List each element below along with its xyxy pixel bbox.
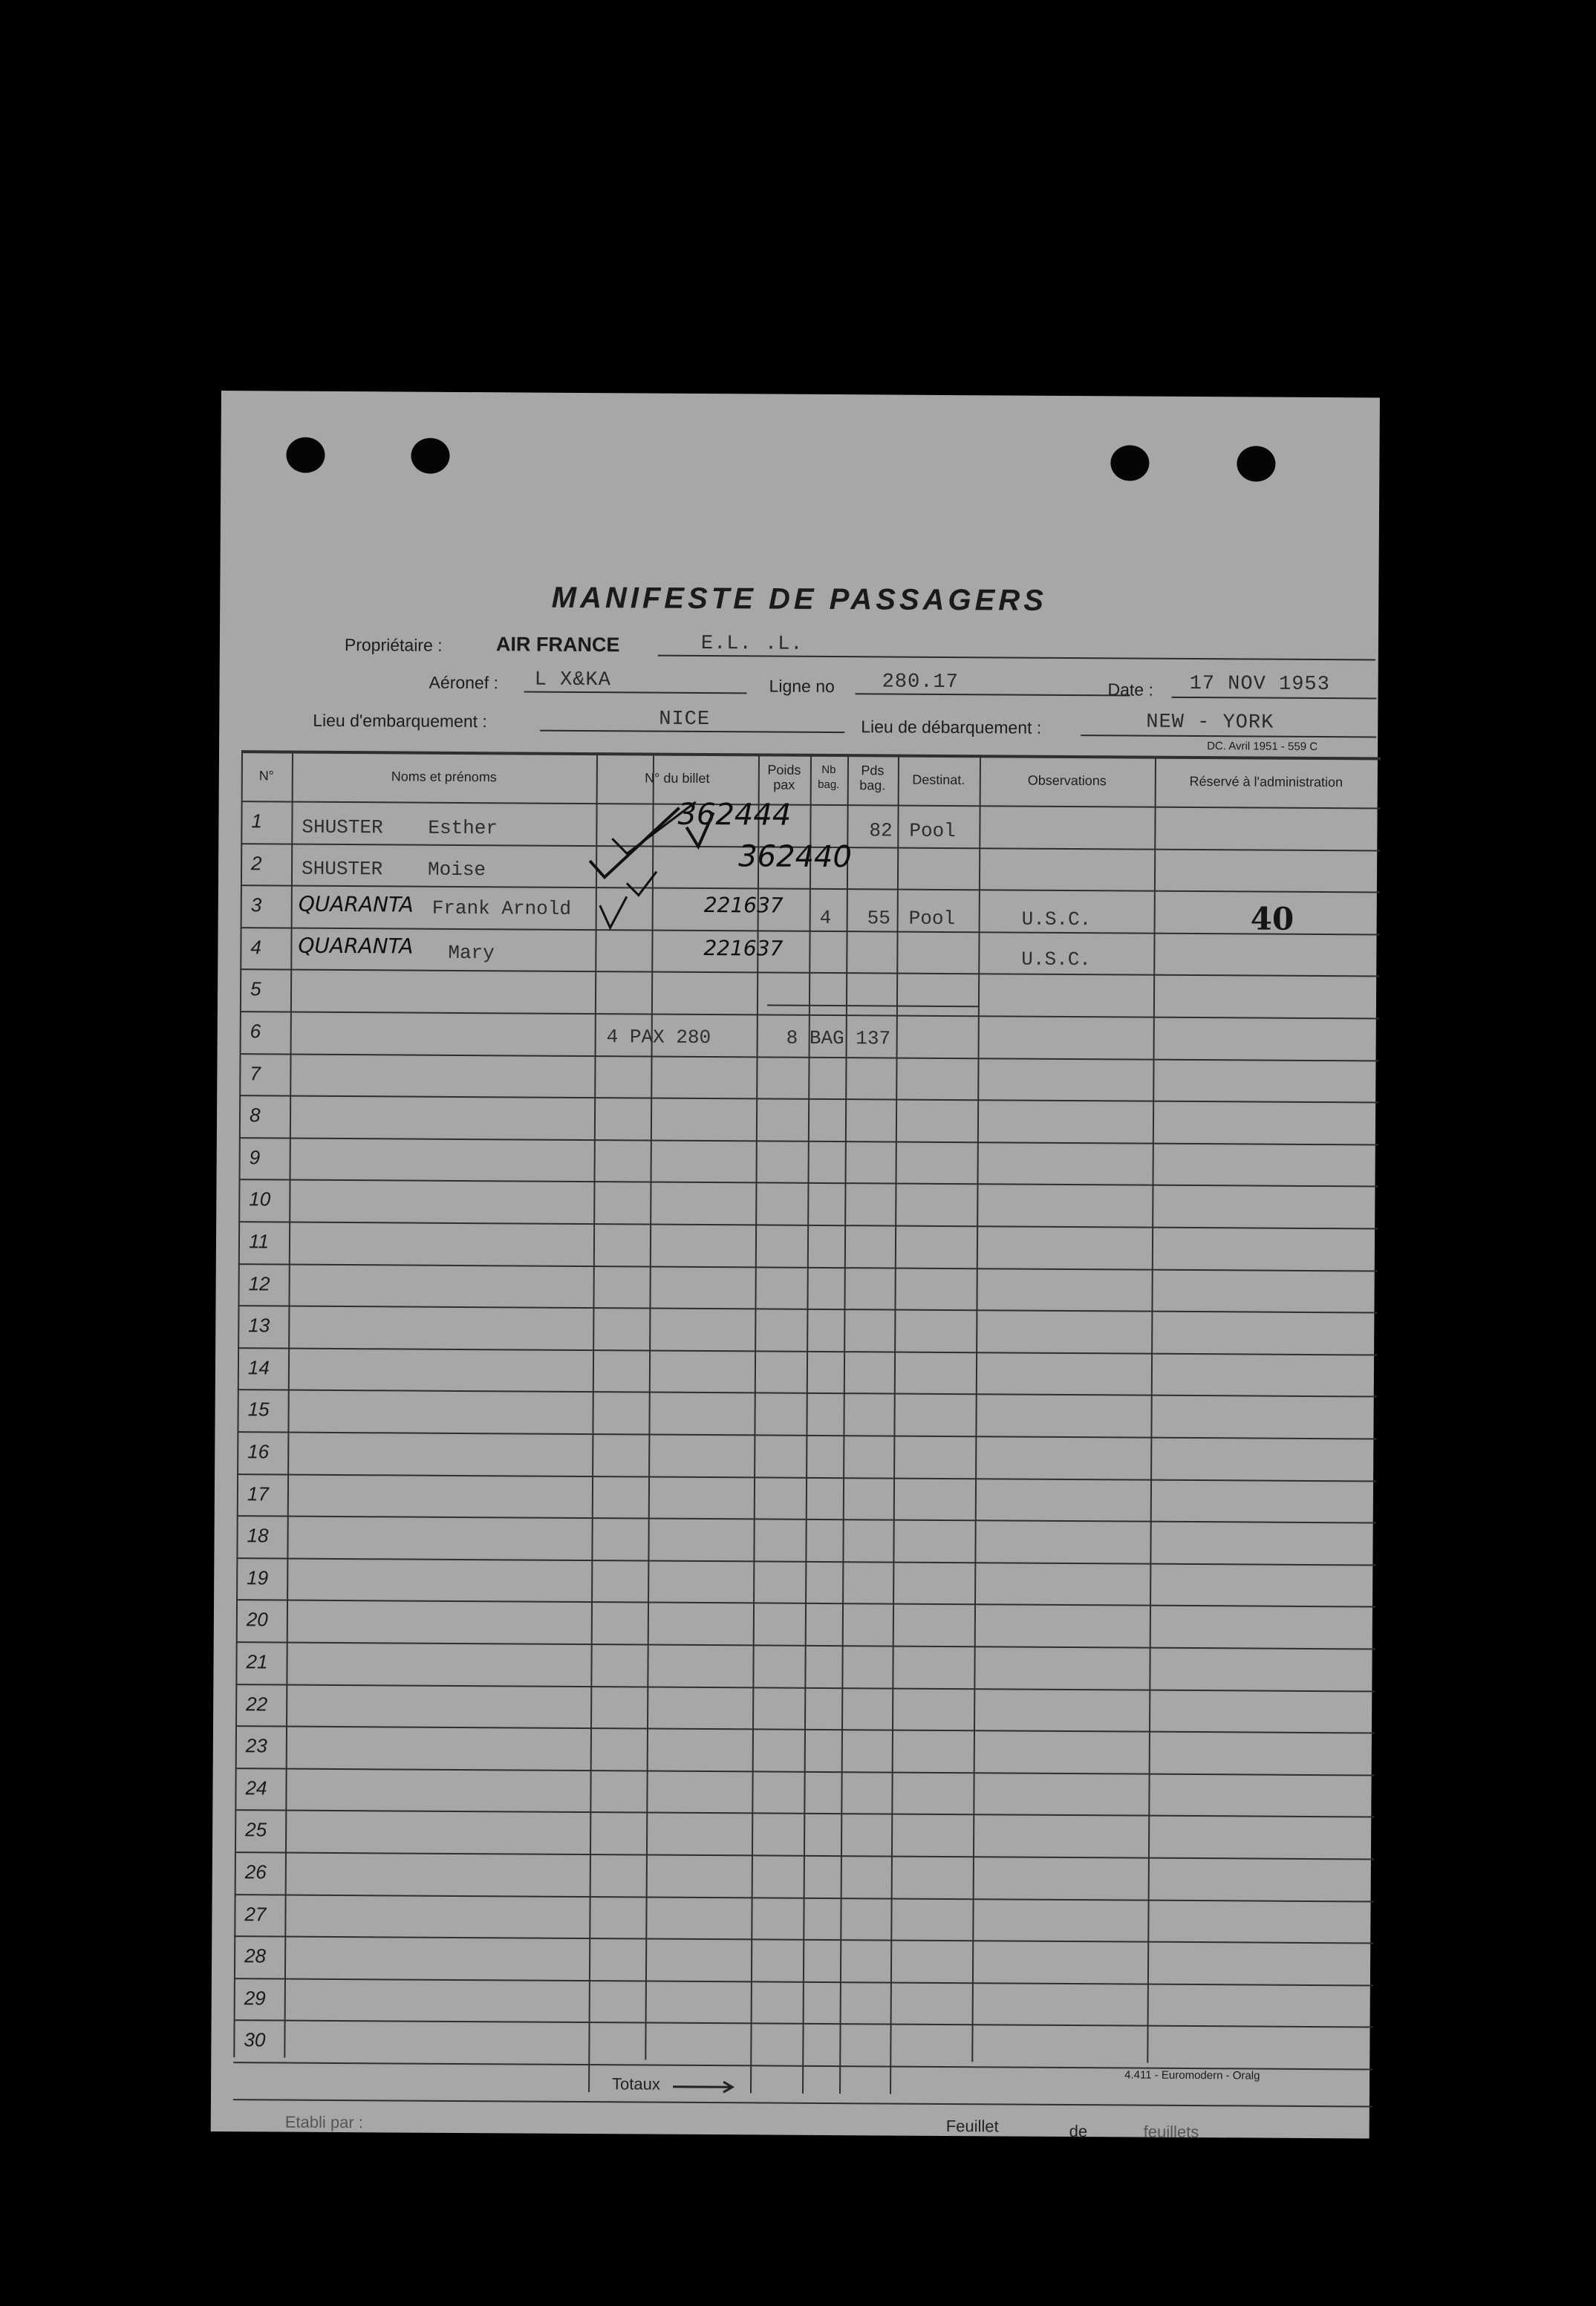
row-number: 24 (245, 1776, 267, 1799)
proprietaire-suffix: E.L. .L. (700, 632, 804, 656)
row-number: 22 (246, 1693, 268, 1716)
date-label: Date : (1107, 680, 1154, 700)
col-header-observations: Observations (1027, 772, 1107, 789)
underline (1081, 735, 1376, 737)
col-rule (890, 755, 899, 2094)
punch-hole (411, 438, 449, 474)
row-number: 30 (244, 2028, 266, 2051)
entry-observations: U.S.C. (1021, 908, 1092, 931)
underline (1171, 697, 1376, 700)
col-header-billet: N° du billet (645, 770, 710, 786)
col-header-nb-bag: Nb bag. (818, 763, 840, 792)
proprietaire-label: Propriétaire : (344, 635, 443, 655)
row-number: 17 (247, 1482, 269, 1505)
row-number: 28 (244, 1944, 267, 1967)
row-number: 25 (245, 1818, 267, 1841)
entry-destinat: Pool (909, 819, 956, 843)
col-rule (588, 752, 598, 2092)
col-header-poids-pax: Poids pax (767, 762, 801, 792)
row-number: 3 (250, 893, 262, 916)
col-header-reserve: Réservé à l'administration (1189, 773, 1343, 790)
form-reference: DC. Avril 1951 - 559 C (1207, 740, 1318, 754)
punch-hole (286, 437, 325, 473)
feuillets-label: feuillets (1143, 2122, 1199, 2142)
aeronef-label: Aéronef : (429, 672, 499, 693)
entry-pds-bag: 55 (867, 907, 890, 930)
printer-reference: 4.411 - Euromodern - Oralg (1124, 2068, 1260, 2082)
underline (856, 693, 1130, 696)
totals-bag: 8 BAG 137 (786, 1026, 891, 1050)
col-header-no: N° (258, 768, 274, 784)
embarquement-value: NICE (659, 708, 711, 732)
col-rule (645, 753, 654, 2060)
date-value: 17 NOV 1953 (1189, 672, 1330, 697)
row-number: 19 (247, 1566, 269, 1589)
de-label: de (1069, 2122, 1088, 2141)
col-header-destinat: Destinat. (912, 772, 965, 788)
underline (540, 730, 844, 734)
row-number: 1 (251, 810, 263, 833)
row-number: 9 (249, 1146, 261, 1169)
totals-underline (767, 1005, 980, 1008)
entry-ticket: 221637 (703, 892, 784, 918)
row-number: 20 (246, 1608, 268, 1631)
debarquement-value: NEW - YORK (1146, 711, 1274, 735)
col-rule (284, 751, 293, 2058)
aeronef-value: L X&KA (534, 668, 611, 692)
row-number: 18 (247, 1524, 269, 1547)
entry-observations: U.S.C. (1021, 948, 1092, 971)
entry-destinat: Pool (908, 907, 956, 931)
punch-hole (1110, 445, 1149, 481)
col-rule (1147, 756, 1156, 2063)
row-number: 11 (248, 1230, 270, 1253)
row-number: 29 (244, 1987, 266, 2010)
entry-nb-bag: 4 (819, 906, 832, 930)
col-rule (839, 754, 849, 2094)
entry-ticket: 221637 (703, 935, 784, 961)
arrow-right-icon (671, 2079, 738, 2095)
row-number: 16 (247, 1440, 270, 1463)
embarquement-label: Lieu d'embarquement : (313, 710, 487, 732)
entry-given: Frank Arnold (431, 896, 572, 920)
totals-pax: 4 PAX 280 (606, 1026, 711, 1049)
row-number: 10 (249, 1188, 271, 1211)
document-title: MANIFESTE DE PASSAGERS (551, 581, 1047, 617)
row-number: 6 (250, 1020, 261, 1043)
entry-surname: SHUSTER (301, 857, 383, 881)
entry-surname: QUARANTA (298, 891, 414, 917)
col-rule (971, 755, 981, 2062)
row-number: 7 (250, 1062, 261, 1085)
punch-hole (1237, 446, 1275, 481)
col-header-pds-bag: Pds bag. (859, 763, 886, 793)
entry-given: Moise (427, 858, 486, 882)
entry-surname: QUARANTA (298, 933, 414, 959)
proprietaire-value: AIR FRANCE (495, 633, 620, 657)
entry-ticket: 362444 (677, 797, 792, 833)
underline (658, 655, 1375, 661)
debarquement-label: Lieu de débarquement : (861, 717, 1042, 737)
row-number: 13 (248, 1314, 270, 1337)
row-number: 26 (244, 1860, 267, 1883)
row-number: 2 (251, 852, 262, 875)
totaux-label: Totaux (612, 2074, 660, 2094)
feuillet-label: Feuillet (945, 2117, 999, 2136)
entry-ticket: 362440 (738, 839, 853, 875)
ligne-value: 280.17 (882, 671, 959, 694)
entry-given: Esther (428, 816, 498, 840)
row-number: 5 (250, 977, 261, 1000)
row-number: 12 (248, 1272, 270, 1295)
col-rule (802, 754, 812, 2094)
checkmark-marks (567, 794, 760, 944)
table-left-rule (233, 750, 243, 2057)
manifest-sheet (211, 391, 1380, 2142)
row-number: 23 (245, 1734, 267, 1757)
row-number: 15 (247, 1398, 270, 1421)
etabli-label: Etabli par : (284, 2112, 364, 2132)
footer-rule (233, 2099, 1372, 2107)
entry-admin: 40 (1250, 900, 1294, 937)
row-number: 21 (246, 1650, 268, 1673)
entry-surname: SHUSTER (302, 815, 383, 839)
row-number: 14 (247, 1356, 270, 1379)
underline (524, 691, 747, 694)
row-number: 27 (244, 1903, 267, 1926)
entry-given: Mary (448, 941, 495, 965)
row-number: 8 (249, 1104, 261, 1127)
row-number: 4 (250, 936, 261, 959)
ligne-label: Ligne no (769, 676, 835, 697)
entry-pds-bag: 82 (869, 819, 893, 842)
col-header-noms: Noms et prénoms (391, 769, 497, 785)
